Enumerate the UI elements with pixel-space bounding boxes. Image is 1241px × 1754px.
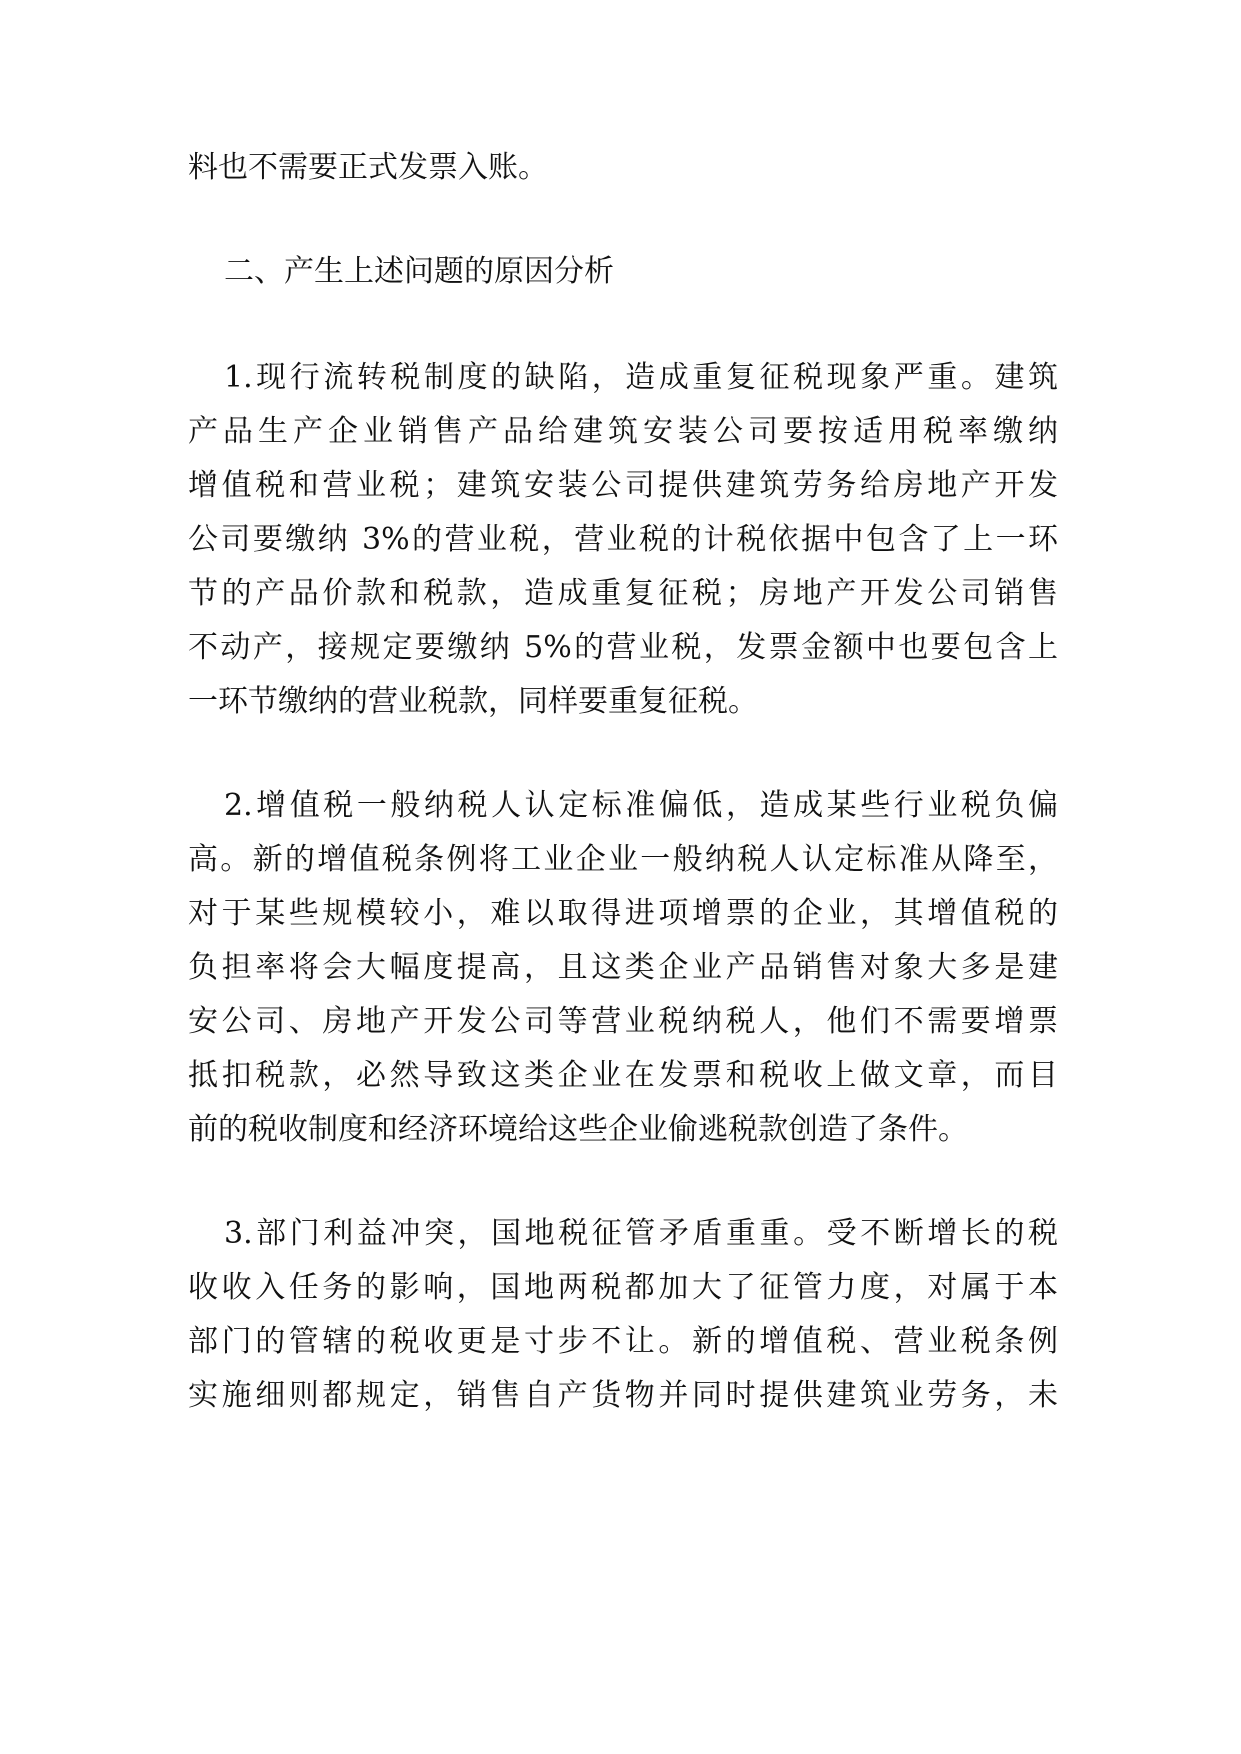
paragraph-line: 不动产，接规定要缴纳 5%的营业税，发票金额中也要包含上 <box>188 630 1058 665</box>
section-heading: 二、产生上述问题的原因分析 <box>224 254 614 289</box>
paragraph-line: 产品生产企业销售产品给建筑安装公司要按适用税率缴纳 <box>188 414 1058 449</box>
paragraph-line: 2.增值税一般纳税人认定标准偏低，造成某些行业税负偏 <box>224 788 1058 823</box>
paragraph-line: 负担率将会大幅度提高，且这类企业产品销售对象大多是建 <box>188 950 1058 985</box>
paragraph-line: 实施细则都规定，销售自产货物并同时提供建筑业劳务，未 <box>188 1378 1058 1413</box>
paragraph-line: 抵扣税款，必然导致这类企业在发票和税收上做文章，而目 <box>188 1058 1058 1093</box>
paragraph-line: 一环节缴纳的营业税款，同样要重复征税。 <box>188 684 758 719</box>
paragraph-line: 1.现行流转税制度的缺陷，造成重复征税现象严重。建筑 <box>224 360 1058 395</box>
paragraph-line: 安公司、房地产开发公司等营业税纳税人，他们不需要增票 <box>188 1004 1058 1039</box>
paragraph-line: 对于某些规模较小，难以取得进项增票的企业，其增值税的 <box>188 896 1058 931</box>
paragraph-line: 前的税收制度和经济环境给这些企业偷逃税款创造了条件。 <box>188 1112 968 1147</box>
paragraph-line: 公司要缴纳 3%的营业税，营业税的计税依据中包含了上一环 <box>188 522 1058 557</box>
paragraph-line: 收收入任务的影响，国地两税都加大了征管力度，对属于本 <box>188 1270 1058 1305</box>
continuation-line: 料也不需要正式发票入账。 <box>188 150 548 185</box>
paragraph-line: 高。新的增值税条例将工业企业一般纳税人认定标准从降至， <box>188 842 1058 877</box>
paragraph-line: 节的产品价款和税款，造成重复征税；房地产开发公司销售 <box>188 576 1058 611</box>
paragraph-line: 部门的管辖的税收更是寸步不让。新的增值税、营业税条例 <box>188 1324 1058 1359</box>
paragraph-line: 3.部门利益冲突，国地税征管矛盾重重。受不断增长的税 <box>224 1216 1058 1251</box>
paragraph-line: 增值税和营业税；建筑安装公司提供建筑劳务给房地产开发 <box>188 468 1058 503</box>
